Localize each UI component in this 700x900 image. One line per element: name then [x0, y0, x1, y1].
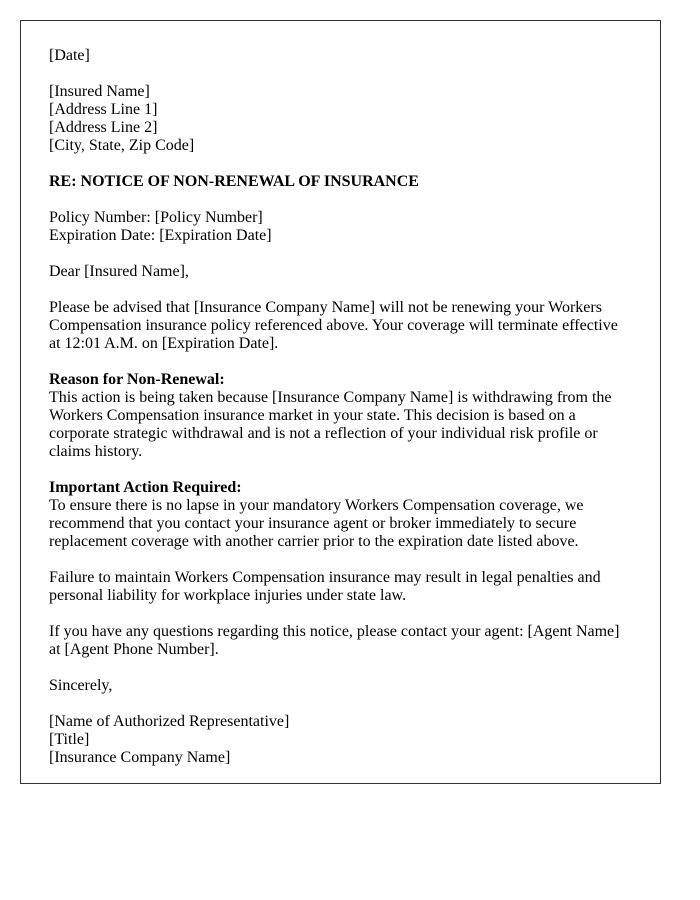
- action-section: [49, 479, 627, 551]
- salutation: Dear [Insured Name],: [49, 263, 189, 280]
- signature-company: [Insurance Company Name]: [49, 749, 231, 766]
- reason-section: [49, 371, 627, 461]
- letter-body: [21, 21, 660, 767]
- reason-paragraph: This action is being taken because [Insurance Company Name] is withdrawing from the Workers Compensation insurance market in your state. This decision is based on a corporate strategic withdrawal and is not a reflection of your individual risk profile or claims history.: [49, 389, 612, 460]
- recipient-address-line-2: [Address Line 2]: [49, 119, 158, 136]
- questions-paragraph: If you have any questions regarding this notice, please contact your agent: [Agent Name] at [Agent Phone Number].: [49, 623, 620, 658]
- policy-number-line: Policy Number: [Policy Number]: [49, 209, 263, 226]
- closing: Sincerely,: [49, 677, 113, 694]
- recipient-address-block: [49, 83, 627, 155]
- letter-page: [20, 20, 661, 784]
- subject-line: RE: NOTICE OF NON-RENEWAL OF INSURANCE: [49, 173, 419, 190]
- expiration-date-line: Expiration Date: [Expiration Date]: [49, 227, 272, 244]
- reason-heading: Reason for Non-Renewal:: [49, 371, 225, 388]
- signature-block: [49, 713, 627, 767]
- action-paragraph: To ensure there is no lapse in your mandatory Workers Compensation coverage, we recommend that you contact your insurance agent or broker immediately to secure replacement coverage with another carrier prior to the expiration date listed above.: [49, 497, 584, 550]
- recipient-city-state-zip: [City, State, Zip Code]: [49, 137, 195, 154]
- action-heading: Important Action Required:: [49, 479, 242, 496]
- intro-paragraph: Please be advised that [Insurance Company Name] will not be renewing your Workers Compensation insurance policy referenced above. Your coverage will terminate effective at 12:01 A.M. on [Expiration Date].: [49, 299, 618, 352]
- signature-title: [Title]: [49, 731, 90, 748]
- signature-name: [Name of Authorized Representative]: [49, 713, 290, 730]
- letter-date: [Date]: [49, 47, 90, 64]
- failure-paragraph: Failure to maintain Workers Compensation insurance may result in legal penalties and personal liability for workplace injuries under state law.: [49, 569, 601, 604]
- policy-info-block: [49, 209, 627, 245]
- recipient-address-line-1: [Address Line 1]: [49, 101, 158, 118]
- recipient-name: [Insured Name]: [49, 83, 150, 100]
